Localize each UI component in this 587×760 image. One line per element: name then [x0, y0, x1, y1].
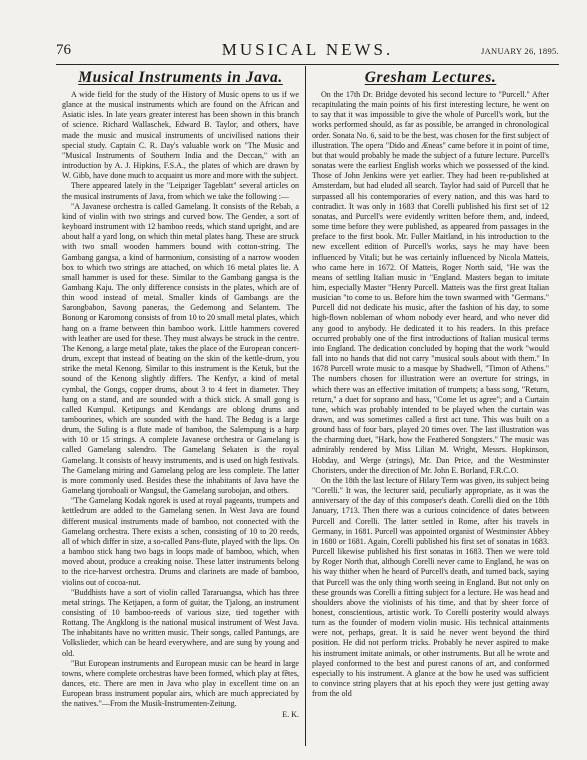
column-divider [305, 66, 306, 746]
paragraph: "But European instruments and European music can be heard in large towns, where complete orchestras have been formed, which play at fêtes, dances, etc. There are men in Java who play in excellent time on an European brass instrument popular airs, which are much appreciated by the natives."—From the Musik-Instrumenten-Zeitung. [62, 658, 299, 709]
article-gresham [312, 68, 549, 699]
article-title: Musical Instruments in Java. [78, 69, 283, 86]
article-title: Gresham Lectures. [364, 69, 497, 86]
issue-date: JANUARY 26, 1895. [481, 46, 559, 56]
paragraph: On the 17th Dr. Bridge devoted his second lecture to "Purcell." After recapitulating the main points of his first interesting lecture, he went on to say that it was impossible to give the whole of Purcell's work, but the works performed should, as far as possible, be arranged in chronological order. Sonata No. 6, said to be the best, was chosen for the first subject of illustration. The opera "Dido and Æneas" came before it in point of time, but that would probably be made the subject of a future lecture. Purcell's sonatas were the earliest English works which we possessed of the kind. Those of John Jenkins were yet earlier. They had been re-published at Amsterdam, but had eluded all search. Taylor had said of Purcell that he surpassed all his contemporaries of every nation, and this was hard to contradict. It was only in 1683 that Corelli published his first set of 12 sonatas, and Purcell's were evidently written before them, and, indeed, some time before they were published, as appeared from passages in the preface to the first book. Mr. Fuller Maitland, in his introduction to the new excellent edition of Purcell's works, says he may have been influenced by Vitali; but he was certainly influenced by Nicola Matteis, who came here in 1672. Of Matteis, Roger North said, "He was the means of settling Italian music in "England. Masters began to imitate him, especially Master "Henry Purcell. Matteis was the first great Italian musician "to come to us. Before him the town swarmed with "Germans." Purcell did not dedicate his music, after the fashion of his day, to some high-flown nobleman of whom nobody ever heard, and who never did any good to anybody. He dedicated it to his readers. In this preface occurred probably one of the first introductions of Italian musical terms into England. The dedication concluded by hoping that the work "would fall into no hands that did not carry "musical souls about with them." In 1678 Purcell wrote music to a masque by Shadwell, "Timon of Athens." The numbers chosen for illustration were an overture for strings, in which there was an effective imitation of trumpets; a bass song, "Return, return," a duet for soprano and bass, "Come let us agree"; and a Curtain tune, which was probably intended to be played when the curtain was drawn, and was sometimes called a first act tune. This was built on a ground bass of four bars, played 20 times over. The last illustration was the charming duet, "Hark, how the Feathered Songsters." The music was admirably rendered by Miss Lilian M. Wright, Messrs. Hopkinson, Hobday, and Werge (strings), Mr. Dan Price, and the Westminster Choristers, under the direction of Mr. John E. Borland, F.R.C.O. [312, 90, 549, 475]
paragraph: "A Javanese orchestra is called Gamelang. It consists of the Rebab, a kind of violin with two strings and curved bow. The Gender, a sort of keyboard instrument with 12 bamboo reeds, which stand upright, and are about half a yard long, on which thin metal plates hang. These are struck with two small wooden hammers bound with cotton-string. The Gambang gangsa, a kind of harmonium, consisting of a narrow wooden box to which two strings are attached, on which 16 metal plates lie. A small hammer is used for these. Similar to the Gambang gangsa is the Gambang Kaju. The only difference consists in the plates, which are of thin wood instead of metal. Smaller kinds of Gambangs are the Sarongbabon, Savong paneras, the Gedemong and Selantem. The Bonong or Karomong consists of from 10 to 20 small metal plates, which hang on a frame between thin bamboo work. Little hammers covered with leather are used for these. They must always be struck in the centre. The Kenong, a large metal plate, takes the place of the European concert-drum, except that instead of beating on the skin of the kettle-drum, you strike the metal Kenong. Similar to this instrument is the Ketuk, but the sound of the Kenong slightly differs. The Kenfyr, a kind of metal cymbal, the Gongs, copper drums, about 3 to 4 feet in diameter. They hang on a stand, and are sounded with a thick stick. A small gong is called Kumpul. Ketipungs and Kendangs are oblong drums and tambourines, which are sounded with the hand. The Bedug is a large drum, the Suling is a flute made of bamboo, the Salempung is a harp with 10 or 15 strings. A complete Javanese orchestra or Gamelang is called Gamelang salendro. The Gamelang Sekaten is the royal Gamelang. It consists of heavy instruments, and is used on high festivals. The Gamelang miring and Gamelang pelog are less complete. The latter is more commonly used. Besides these the inhabitants of Java have the Gamelang tjoroboali or Wangsul, the Gamelang surobojan, and others. [62, 201, 299, 496]
paragraph: "The Gamelang Kodak ngorek is used at royal pageants, trumpets and kettledrum are added to the Gamelang senen. In West Java are found different musical instruments made of bamboo, not connected with the Gamelang orchestra. There exists a schen, consisting of 10 to 20 reeds, all of which differ in size, a so-called Pans-flute, played with the lips. On a bamboo stick hang two bags in loops made of bamboo, which, when moved about, produce a creaking noise. These latter instruments belong to the rice-harvest orchestra. Drums and clarinets are made of bamboo, violins out of cocoa-nut. [62, 496, 299, 587]
paragraph: On the 18th the last lecture of Hilary Term was given, its subject being "Corelli." It was, the lecturer said, peculiarly appropriate, as it was the anniversary of the day of this composer's death. Corelli died on the 18th January, 1713. Then there was a curious coincidence of dates between Purcell and Corelli. The latter settled in Rome, after his travels in Germany, in 1681. Purcell was appointed organist of Westminster Abbey in 1680 or 1681. Again, Corelli published his first set of sonatas in 1683. Purcell likewise published his first sonatas in 1683. Then we were told by Roger North that, although Corelli never came to England, he was on his way thither when he heard of Purcell's death, and turned back, saying that Purcell was the only thing worth seeing in England. But not only on these grounds was Corelli a fitting subject for a lecture. He was head and shoulders above the violinists of his time, and that by sheer force of honest, conscientious, artistic work. To Corelli posterity would always turn as the founder of modern violin music. His technical attainments were not, perhaps, great. It is said he never went beyond the third position. He did not perform tricks. Probably he never aspired to make his instrument imitate animals, or other instruments. But all he wrote and played conformed to the best and purest canons of art, and conformed especially to his instrument. A glance at the bow he used was sufficient to convince string players that at his epoch they were just getting away from the old [312, 475, 549, 699]
article-java [62, 68, 299, 720]
page-number: 76 [56, 42, 71, 58]
article-body [312, 90, 549, 699]
header-rule [56, 64, 559, 65]
paragraph: "Buddhists have a sort of violin called Tararuangsa, which has three metal strings. The Ketjapen, a form of guitar, the Tjalong, an instrument consisting of 10 bamboo-reeds of various size, tied together with Rottang. The Angklong is the national musical instrument of West Java. The inhabitants have no written music. Their songs, called Pantungs, are Volkslieder, which can be heard everywhere, and are sung by young and old. [62, 587, 299, 658]
article-body [62, 90, 299, 720]
paragraph: A wide field for the study of the History of Music opens to us if we glance at the musical instruments which are found on the African and Asiatic isles. In late years greater interest has been shown in this branch of science. Richard Wallaschek, Edward B. Taylor, and others, have made the music and musical instruments of uncivilised nations their special study. Captain C. R. Day's valuable work on "The Music and "Musical Instruments of Southern India and the Deccan," with an introduction by A. J. Hipkins, F.S.A., the plates of which are drawn by W. Gibb, have done much to acquaint us more and more with the subject. [62, 90, 299, 181]
paragraph: There appeared lately in the "Leipziger Tageblatt" several articles on the musical instruments of Java, from which we take the following :— [62, 181, 299, 201]
running-head: MUSICAL NEWS. [221, 40, 394, 59]
page-header [56, 40, 559, 64]
author-signature: E. K. [282, 709, 299, 719]
